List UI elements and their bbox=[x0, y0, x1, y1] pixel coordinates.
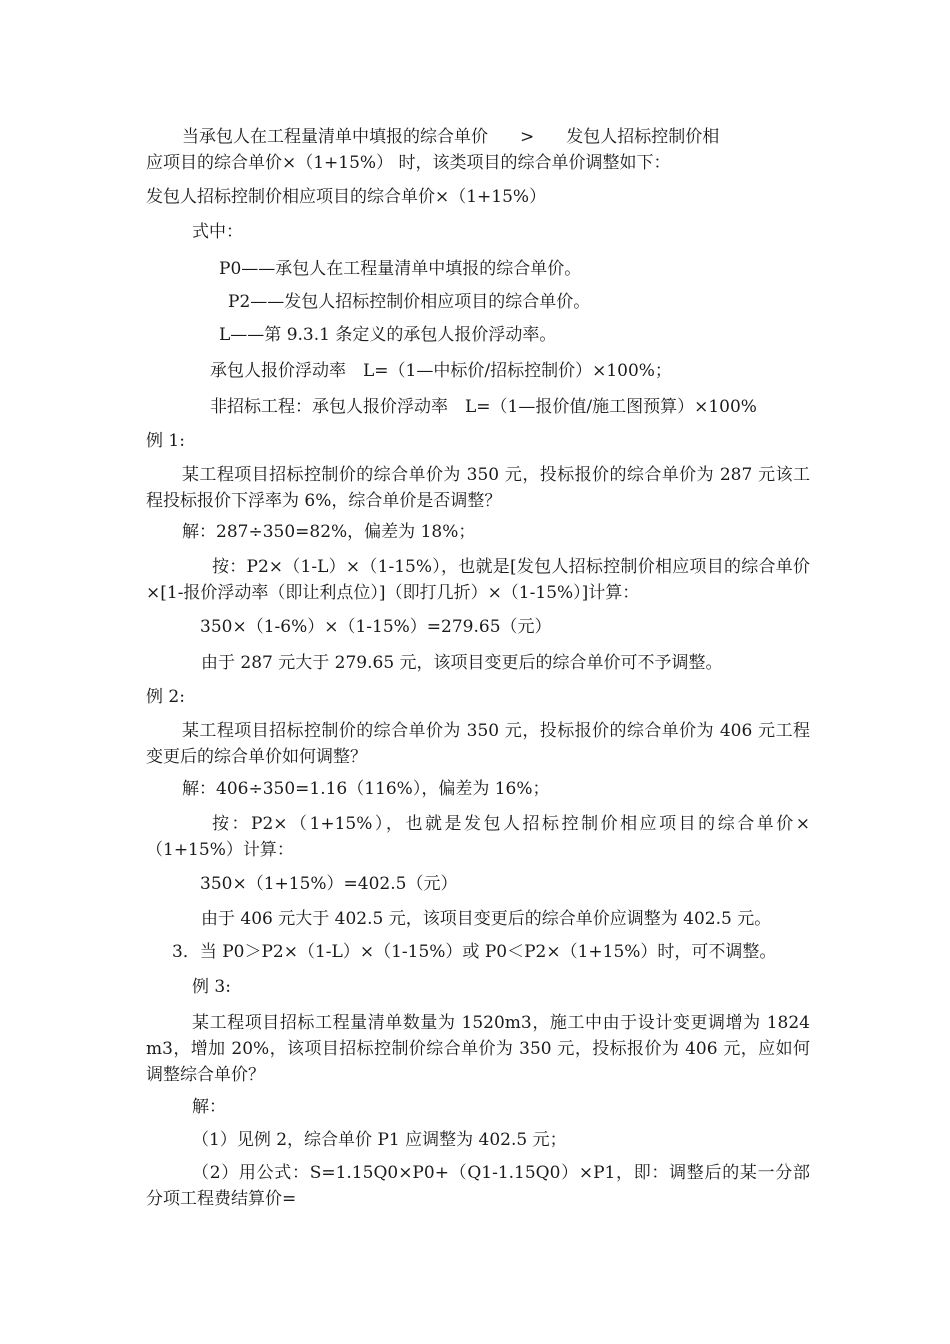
example-2-solution: 解：406÷350=1.16（116%），偏差为 16%； bbox=[182, 779, 550, 799]
example-1-calculation: 350×（1-6%）×（1-15%）=279.65（元） bbox=[200, 617, 552, 637]
paragraph-adjust-condition bbox=[146, 124, 810, 150]
example-2-conclusion: 由于 406 元大于 402.5 元，该项目变更后的综合单价应调整为 402.5 元。 bbox=[201, 909, 772, 929]
definition-l: L——第 9.3.1 条定义的承包人报价浮动率。 bbox=[219, 325, 557, 345]
example-3-solution: 解： bbox=[192, 1097, 226, 1117]
non-bid-float-rate: 非招标工程：承包人报价浮动率 L=（1—报价值/施工图预算）×100% bbox=[210, 397, 757, 417]
example-1-question: 某工程项目招标控制价的综合单价为 350 元，投标报价的综合单价为 287 元该工程投标报价下浮率为 6%，综合单价是否调整？ bbox=[146, 465, 810, 511]
greater-than-sign: > bbox=[520, 127, 535, 147]
adjust-formula: 发包人招标控制价相应项目的综合单价×（1+15%） bbox=[146, 187, 547, 207]
example-3-step-1: （1）见例 2，综合单价 P1 应调整为 402.5 元； bbox=[192, 1130, 567, 1150]
item-3-no-adjustment: 3．当 P0＞P2×（1-L）×（1-15%）或 P0＜P2×（1+15%）时，可不调整。 bbox=[172, 942, 777, 962]
definition-p2: P2——发包人招标控制价相应项目的综合单价。 bbox=[228, 292, 591, 312]
example-3-title: 例 3: bbox=[192, 977, 231, 997]
condition-line-2: 应项目的综合单价×（1+15%） 时，该类项目的综合单价调整如下： bbox=[146, 153, 671, 173]
bid-float-rate: 承包人报价浮动率 L=（1—中标价/招标控制价）×100%； bbox=[210, 361, 672, 381]
example-2-rule: 按：P2×（1+15%），也就是发包人招标控制价相应项目的综合单价×（1+15%）计算： bbox=[146, 814, 810, 860]
where-label: 式中： bbox=[192, 222, 243, 242]
example-2-calculation: 350×（1+15%）=402.5（元） bbox=[200, 874, 458, 894]
condition-text-right: 发包人招标控制价相 bbox=[566, 127, 720, 147]
example-2-title: 例 2: bbox=[146, 687, 185, 707]
example-3-step-2: （2）用公式：S=1.15Q0×P0+（Q1-1.15Q0）×P1，即：调整后的某一分部分项工程费结算价= bbox=[146, 1163, 810, 1209]
example-3-question: 某工程项目招标工程量清单数量为 1520m3，施工中由于设计变更调增为 1824 m3，增加 20%，该项目招标控制价综合单价为 350 元，投标报价为 406 元，应如何调整综合单价？ bbox=[146, 1013, 810, 1085]
example-2-question: 某工程项目招标控制价的综合单价为 350 元，投标报价的综合单价为 406 元工程变更后的综合单价如何调整？ bbox=[146, 721, 810, 767]
example-1-title: 例 1: bbox=[146, 431, 185, 451]
example-1-solution: 解：287÷350=82%，偏差为 18%； bbox=[182, 522, 476, 542]
example-1-conclusion: 由于 287 元大于 279.65 元，该项目变更后的综合单价可不予调整。 bbox=[201, 653, 723, 673]
definition-p0: P0——承包人在工程量清单中填报的综合单价。 bbox=[219, 259, 582, 279]
condition-text-left: 当承包人在工程量清单中填报的综合单价 bbox=[182, 127, 488, 147]
example-1-rule: 按：P2×（1-L）×（1-15%），也就是[发包人招标控制价相应项目的综合单价×[1-报价浮动率（即让利点位）]（即打几折）×（1-15%）]计算： bbox=[146, 557, 810, 603]
